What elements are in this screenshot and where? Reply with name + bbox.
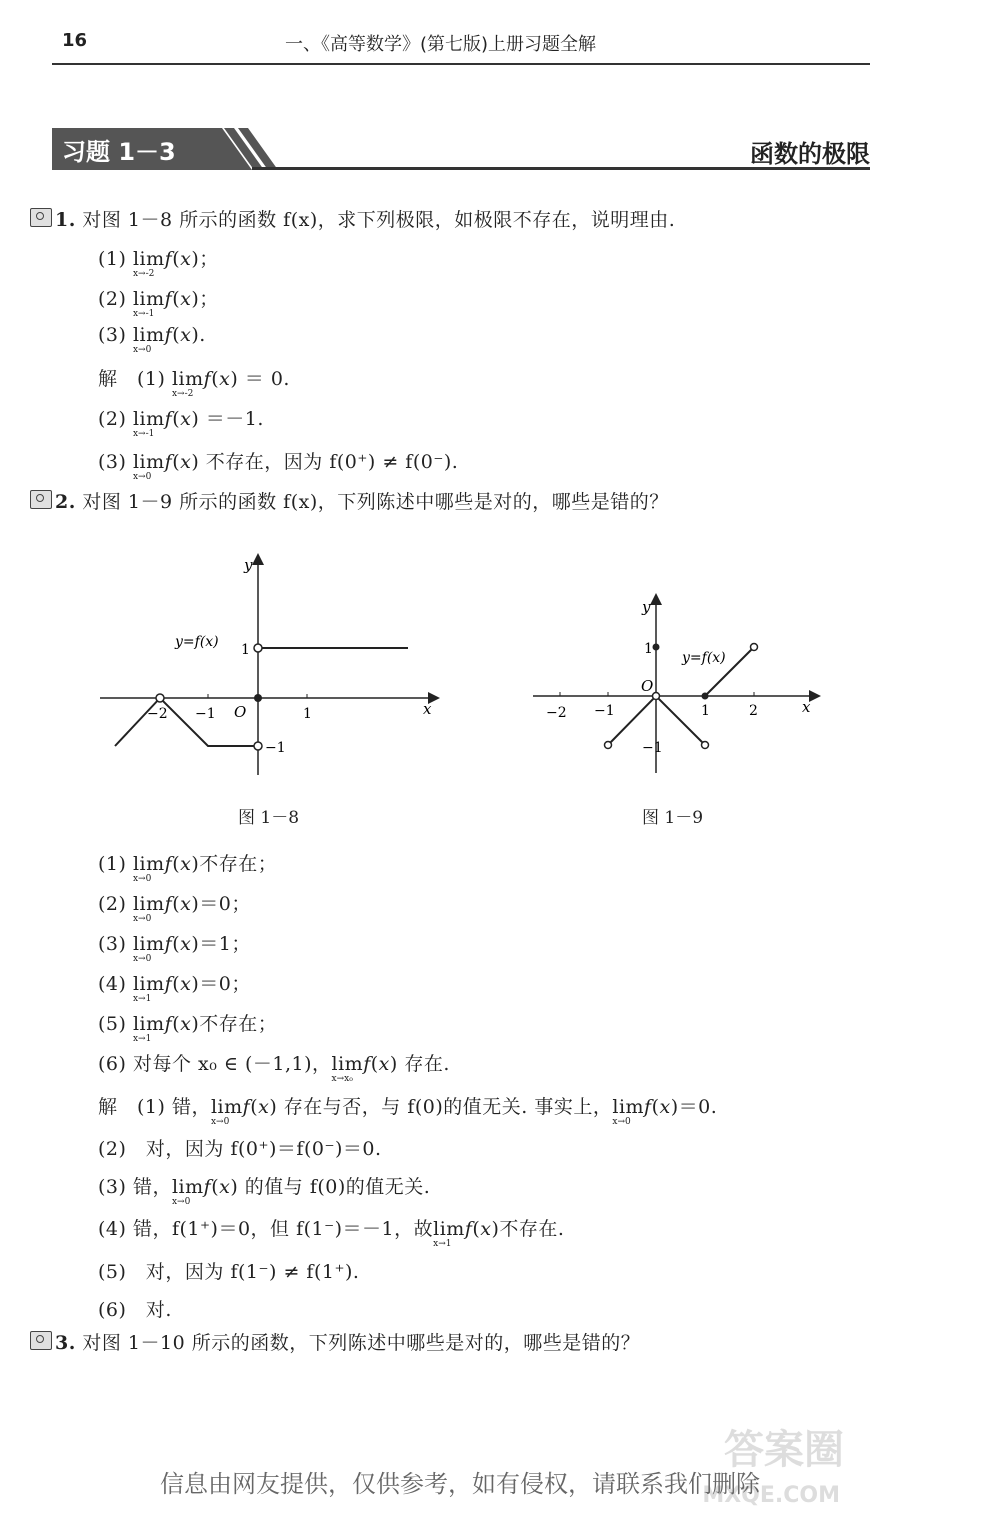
solution-tail: 的值与 f(0)的值无关. bbox=[238, 1176, 431, 1198]
item-label: (1) bbox=[98, 853, 127, 875]
figure-1-8 bbox=[95, 550, 445, 780]
filled-point-origin bbox=[254, 694, 262, 702]
q2-item-3: (3) lim x→0 f(x)＝1； bbox=[98, 933, 251, 964]
solution-tail: 不存在，因为 f(0⁺) ≠ f(0⁻). bbox=[199, 451, 459, 473]
item-tail: ； bbox=[199, 248, 219, 270]
limit-subscript: x→0 bbox=[210, 1117, 230, 1127]
question-number: 2. bbox=[55, 491, 76, 513]
tick-m2: −2 bbox=[546, 705, 567, 721]
item-tail: 不存在； bbox=[199, 1013, 278, 1035]
q2-solution-4: (4) 错，f(1⁺)＝0，但 f(1⁻)＝－1，故lim x→1 f(x)不存在. bbox=[98, 1218, 565, 1249]
magnifier-icon bbox=[30, 490, 52, 509]
item-label: (3) bbox=[98, 933, 127, 955]
page-number: 16 bbox=[62, 30, 88, 51]
filled-point-x1 bbox=[702, 693, 709, 700]
limit-subscript: x→-2 bbox=[171, 389, 194, 399]
q2-solution-6: (6) 对. bbox=[98, 1299, 172, 1321]
q1-item-2: (2) lim x→-1 f(x)； bbox=[98, 288, 219, 319]
limit-expression: lim x→0 bbox=[132, 893, 165, 924]
figure-1-8-caption: 图 1－8 bbox=[238, 808, 300, 828]
solution-tail: ＝－1. bbox=[199, 408, 264, 430]
limit-expression: lim x→1 bbox=[132, 973, 165, 1004]
limit-expression: lim x→-2 bbox=[171, 368, 204, 399]
figure-1-9-caption: 图 1－9 bbox=[642, 808, 704, 828]
magnifier-icon bbox=[30, 1331, 52, 1350]
question-number: 3. bbox=[55, 1332, 76, 1354]
limit-expression: lim x→0 bbox=[132, 451, 165, 482]
tick-y1: 1 bbox=[241, 642, 250, 658]
q2-item-6: (6) 对每个 x₀ ∈ (－1,1)，lim x→x₀ f(x) 存在. bbox=[98, 1053, 450, 1084]
limit-subscript: x→1 bbox=[132, 994, 152, 1004]
limit-subscript: x→1 bbox=[433, 1239, 452, 1249]
open-point-neg2 bbox=[156, 694, 164, 702]
figure-1-9 bbox=[528, 590, 828, 780]
item-tail: ＝1； bbox=[199, 933, 251, 955]
q1-solution-1: 解 (1) lim x→-2 f(x) ＝ 0. bbox=[98, 368, 290, 399]
tick-m1: −1 bbox=[195, 706, 216, 722]
question-1 bbox=[55, 205, 675, 232]
magnifier-icon bbox=[30, 208, 52, 227]
q2-solution-1: 解 (1) 错，lim x→0 f(x) 存在与否，与 f(0)的值无关. 事实上，lim x→0 f(x)＝0. bbox=[98, 1096, 718, 1127]
limit-subscript: x→0 bbox=[132, 874, 152, 884]
limit-subscript: x→-1 bbox=[132, 429, 155, 439]
solution-label: (4) bbox=[98, 1218, 127, 1240]
item-label: (5) bbox=[98, 1013, 127, 1035]
limit-subscript: x→x₀ bbox=[331, 1074, 353, 1084]
item-label: (2) bbox=[98, 288, 127, 310]
q1-solution-2: (2) lim x→-1 f(x) ＝－1. bbox=[98, 408, 264, 439]
open-point-left bbox=[605, 742, 612, 749]
q2-solution-5: (5) 对，因为 f(1⁻) ≠ f(1⁺). bbox=[98, 1261, 360, 1283]
q2-item-5: (5) lim x→1 f(x)不存在； bbox=[98, 1013, 278, 1044]
item-tail: ； bbox=[199, 288, 219, 310]
solution-verdict: 错，f(1⁺)＝0，但 f(1⁻)＝－1，故 bbox=[132, 1218, 434, 1240]
func-label: y=f(x) bbox=[175, 634, 219, 650]
tick-ym1: −1 bbox=[265, 740, 286, 756]
question-number: 1. bbox=[55, 209, 76, 231]
header-rule bbox=[52, 63, 870, 65]
item-label: (4) bbox=[98, 973, 127, 995]
watermark-logo: 答案圈 bbox=[724, 1427, 844, 1473]
q2-item-4: (4) lim x→1 f(x)＝0； bbox=[98, 973, 251, 1004]
tick-m1: −1 bbox=[594, 703, 615, 719]
limit-expression: lim x→0 bbox=[171, 1176, 204, 1207]
tick-y1: 1 bbox=[644, 641, 653, 657]
limit-expression: lim x→x₀ bbox=[331, 1053, 364, 1084]
item-tail: ＝0； bbox=[199, 973, 251, 995]
limit-subscript: x→0 bbox=[132, 914, 152, 924]
item-tail: 存在. bbox=[397, 1053, 450, 1075]
item-label: (6) bbox=[98, 1053, 127, 1075]
limit-subscript: x→0 bbox=[132, 954, 152, 964]
solution-label: (3) bbox=[98, 1176, 127, 1198]
solution-tail: ＝ 0. bbox=[238, 368, 290, 390]
tick-m2: −2 bbox=[147, 706, 168, 722]
item-label: (3) bbox=[98, 324, 127, 346]
limit-subscript: x→-1 bbox=[132, 309, 155, 319]
limit-subscript: x→0 bbox=[612, 1117, 631, 1127]
question-text: 对图 1－10 所示的函数，下列陈述中哪些是对的，哪些是错的？ bbox=[82, 1332, 641, 1354]
limit-expression: lim x→0 bbox=[132, 324, 165, 355]
question-text: 对图 1－8 所示的函数 f(x)，求下列极限，如极限不存在，说明理由. bbox=[82, 209, 676, 231]
open-point-y1 bbox=[254, 644, 262, 652]
tick-ym1: −1 bbox=[642, 740, 663, 756]
limit-subscript: x→1 bbox=[132, 1034, 152, 1044]
q2-solution-3: (3) 错，lim x→0 f(x) 的值与 f(0)的值无关. bbox=[98, 1176, 431, 1207]
tick-p2: 2 bbox=[749, 703, 758, 719]
open-point-right bbox=[751, 644, 758, 651]
question-3 bbox=[55, 1328, 640, 1355]
func-label: y=f(x) bbox=[682, 650, 726, 666]
tick-p1: 1 bbox=[303, 706, 312, 722]
q2-item-1: (1) lim x→0 f(x)不存在； bbox=[98, 853, 278, 884]
running-title: 一、《高等数学》(第七版)上册习题全解 bbox=[285, 34, 597, 55]
footer-notice: 信息由网友提供，仅供参考，如有侵权，请联系我们删除 bbox=[160, 1470, 760, 1498]
limit-expression: lim x→-2 bbox=[132, 248, 165, 279]
watermark-url: MXQE.COM bbox=[702, 1483, 840, 1508]
y-label: y bbox=[642, 598, 651, 616]
open-point-origin bbox=[653, 693, 660, 700]
limit-subscript: x→0 bbox=[132, 345, 152, 355]
solution-tail: ＝0. bbox=[678, 1096, 718, 1118]
limit-expression: lim x→-1 bbox=[132, 288, 165, 319]
question-text: 对图 1－9 所示的函数 f(x)，下列陈述中哪些是对的，哪些是错的？ bbox=[82, 491, 669, 513]
q2-solution-2: (2) 对，因为 f(0⁺)＝f(0⁻)＝0. bbox=[98, 1138, 382, 1160]
limit-expression: lim x→-1 bbox=[132, 408, 165, 439]
limit-expression: lim x→1 bbox=[433, 1218, 465, 1249]
x-label: x bbox=[802, 698, 811, 716]
item-label: (2) bbox=[98, 893, 127, 915]
item-pre: 对每个 x₀ ∈ (－1,1)， bbox=[132, 1053, 332, 1075]
section-label: 习题 1－3 bbox=[62, 138, 176, 166]
solution-verdict: 错， bbox=[171, 1096, 211, 1118]
section-topic: 函数的极限 bbox=[750, 140, 870, 168]
solution-verdict: 错， bbox=[132, 1176, 172, 1198]
origin-label: O bbox=[641, 677, 654, 695]
open-point-ym1 bbox=[254, 742, 262, 750]
solution-label: (3) bbox=[98, 451, 127, 473]
q2-item-2: (2) lim x→0 f(x)＝0； bbox=[98, 893, 251, 924]
limit-expression: lim x→0 bbox=[132, 853, 165, 884]
item-tail: . bbox=[199, 324, 206, 346]
open-point-mid bbox=[702, 742, 709, 749]
q1-solution-3: (3) lim x→0 f(x) 不存在，因为 f(0⁺) ≠ f(0⁻). bbox=[98, 451, 459, 482]
origin-label: O bbox=[234, 703, 247, 721]
solution-middle: 存在与否，与 f(0)的值无关. 事实上， bbox=[277, 1096, 613, 1118]
solution-label: 解 (1) bbox=[98, 1096, 166, 1118]
limit-subscript: x→-2 bbox=[132, 269, 155, 279]
limit-expression: lim x→1 bbox=[132, 1013, 165, 1044]
tick-p1: 1 bbox=[701, 703, 710, 719]
limit-expression: lim x→0 bbox=[210, 1096, 243, 1127]
x-label: x bbox=[423, 700, 432, 718]
q1-item-3: (3) lim x→0 f(x). bbox=[98, 324, 206, 355]
limit-subscript: x→0 bbox=[171, 1197, 191, 1207]
item-tail: ＝0； bbox=[199, 893, 251, 915]
q1-item-1: (1) lim x→-2 f(x)； bbox=[98, 248, 219, 279]
y-label: y bbox=[244, 556, 253, 574]
item-label: (1) bbox=[98, 248, 127, 270]
limit-expression: lim x→0 bbox=[612, 1096, 645, 1127]
solution-label: 解 (1) bbox=[98, 368, 166, 390]
item-tail: 不存在； bbox=[199, 853, 278, 875]
limit-expression: lim x→0 bbox=[132, 933, 165, 964]
question-2 bbox=[55, 487, 669, 514]
filled-point-y1 bbox=[653, 644, 660, 651]
limit-subscript: x→0 bbox=[132, 472, 152, 482]
solution-label: (2) bbox=[98, 408, 127, 430]
solution-tail: 不存在. bbox=[499, 1218, 565, 1240]
